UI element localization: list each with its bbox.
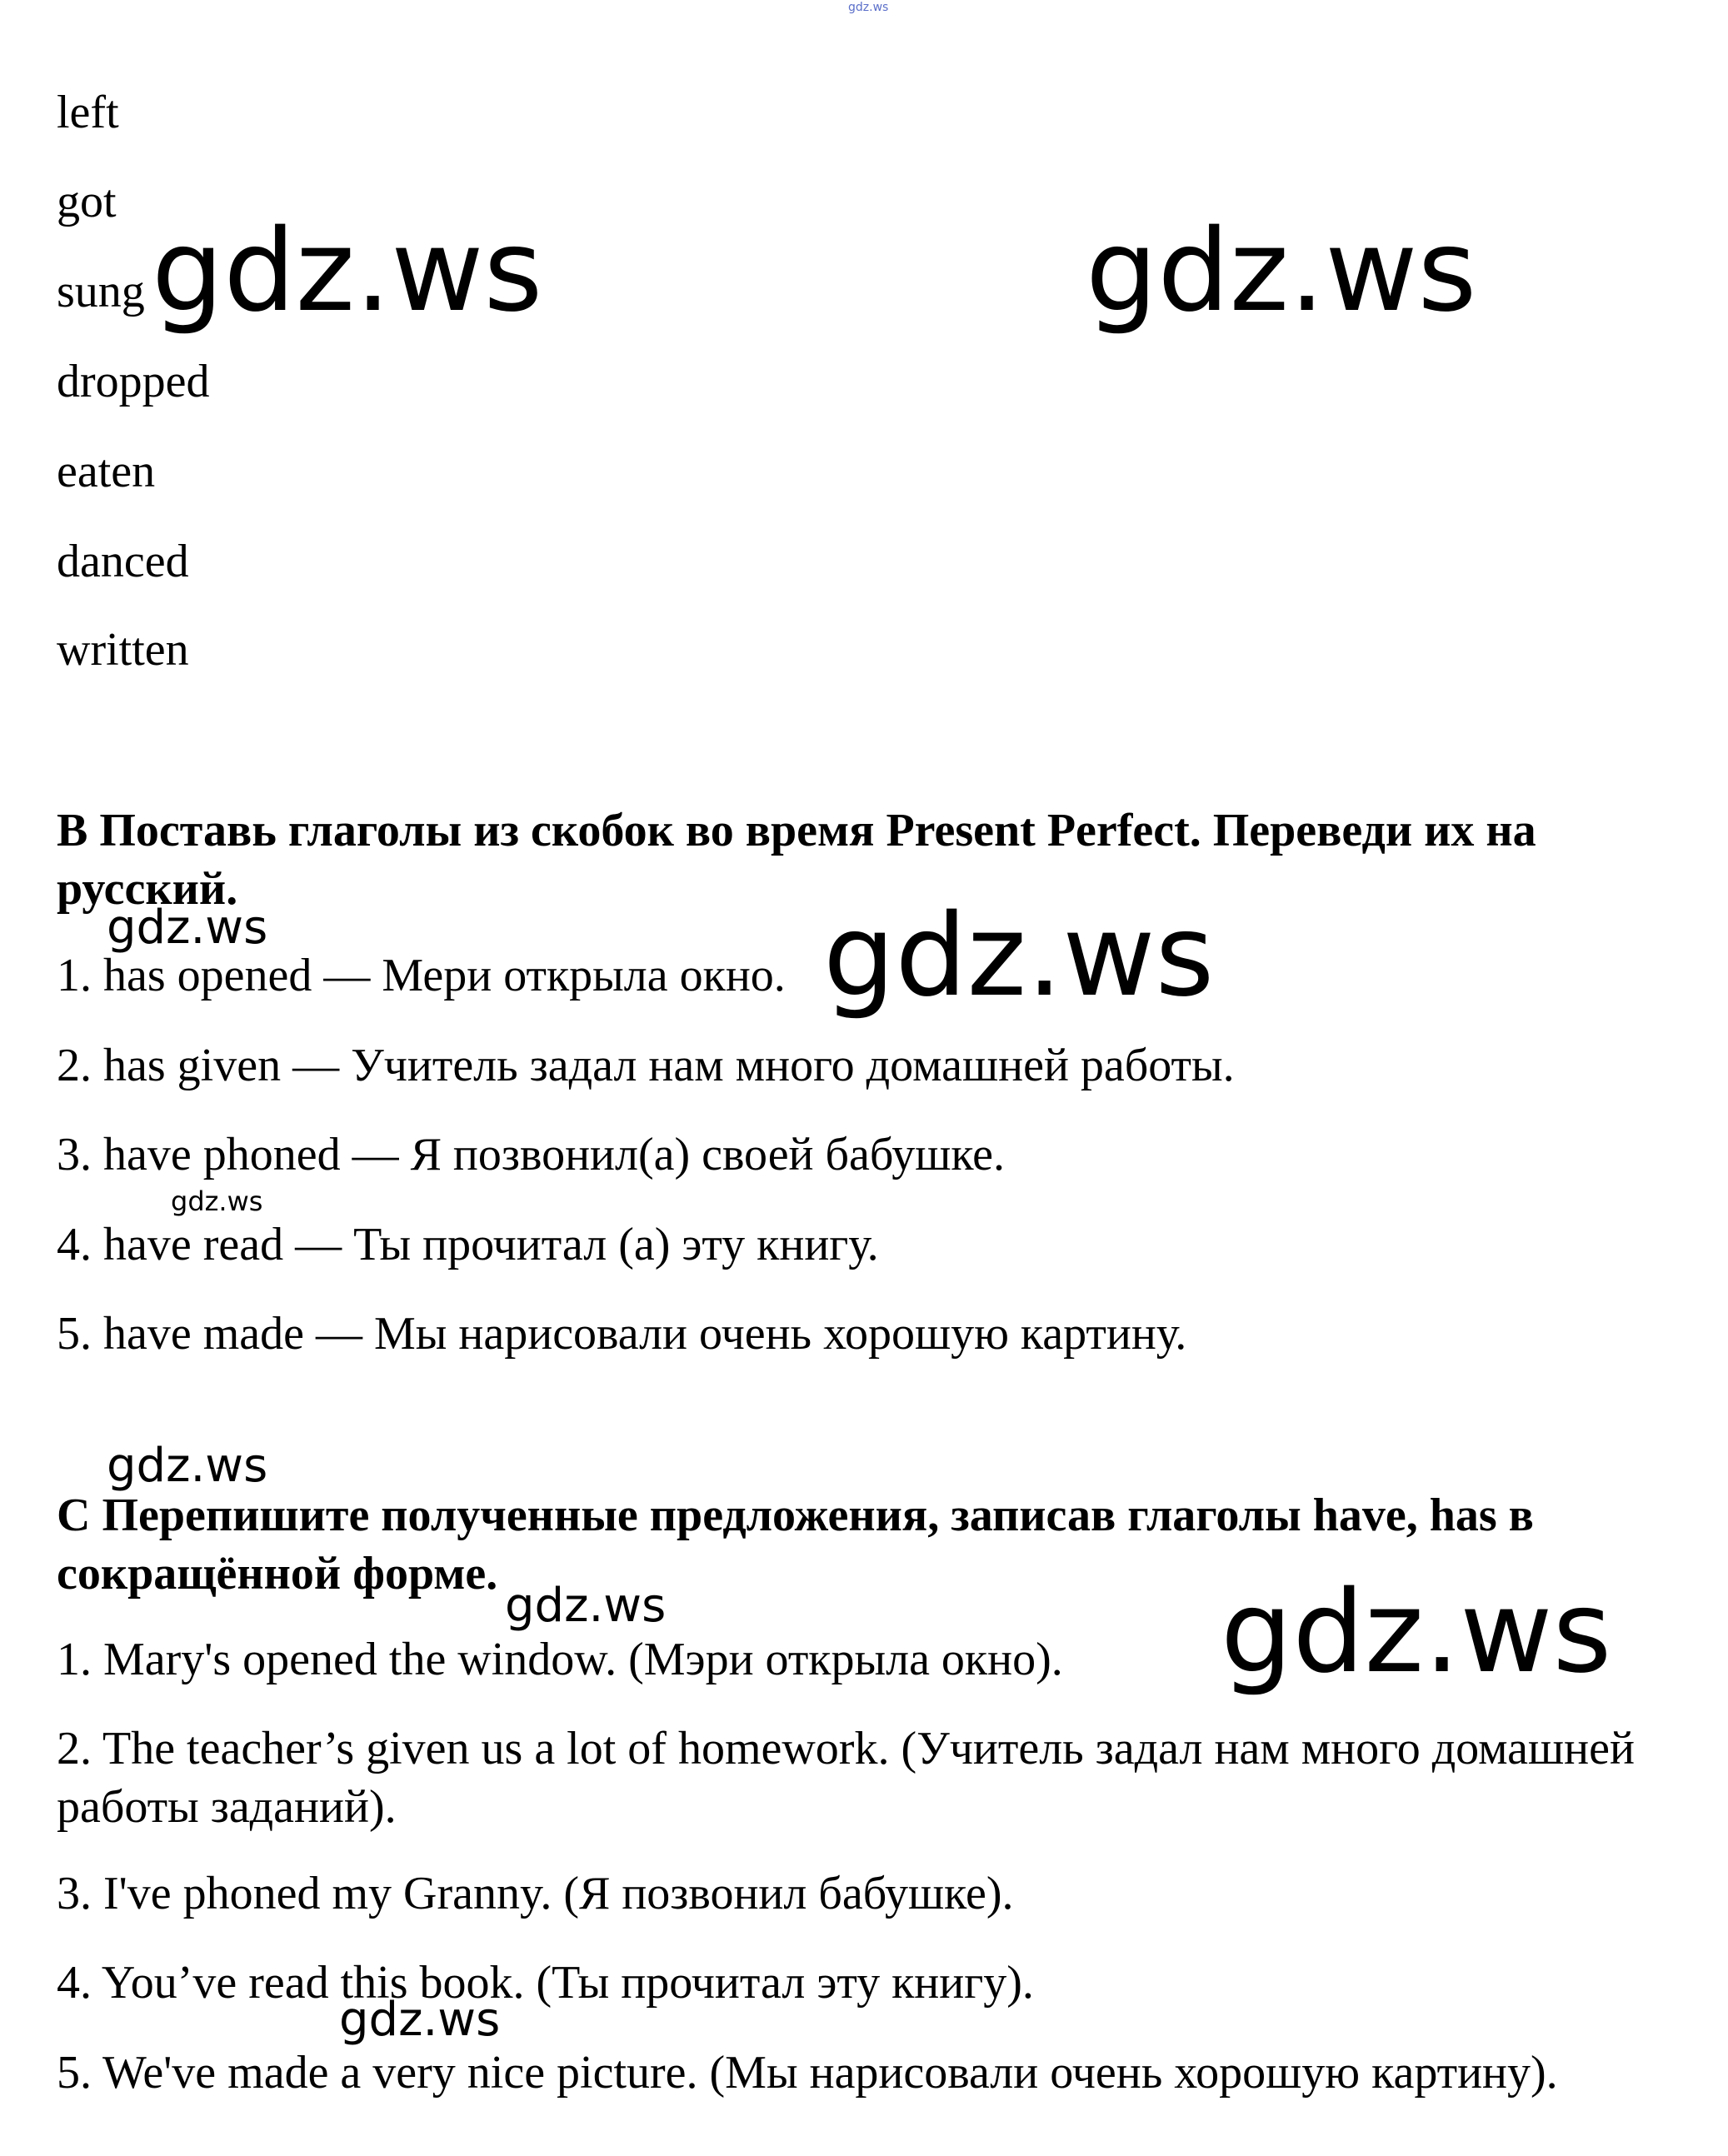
section-c-item: 2. The teacher’s given us a lot of homework. (Учитель задал нам много домашней работы заданий). bbox=[57, 1723, 1635, 1833]
section-c-item: 1. Mary's opened the window. (Мэри открыла окно). bbox=[57, 1634, 1063, 1685]
verb-item: danced bbox=[57, 536, 189, 587]
watermark: gdz.ws bbox=[505, 1579, 667, 1633]
verb-item: dropped bbox=[57, 356, 210, 407]
verb-item: left bbox=[57, 87, 119, 138]
watermark: gdz.ws bbox=[107, 901, 268, 955]
section-b-item: 2. has given — Учитель задал нам много домашней работы. bbox=[57, 1040, 1235, 1091]
watermark: gdz.ws bbox=[823, 891, 1215, 1022]
verb-item: written bbox=[57, 624, 189, 676]
section-b-item: 1. has opened — Мери открыла окно. bbox=[57, 950, 786, 1001]
watermark: gdz.ws bbox=[1086, 206, 1477, 337]
watermark: gdz.ws bbox=[848, 1, 889, 14]
section-b-item: 5. have made — Мы нарисовали очень хорошую картину. bbox=[57, 1308, 1187, 1360]
section-b-item: 4. have read — Ты прочитал (а) эту книгу. bbox=[57, 1219, 879, 1270]
watermark: gdz.ws bbox=[1221, 1567, 1612, 1699]
watermark: gdz.ws bbox=[339, 1993, 501, 2047]
section-c-item: 3. I've phoned my Granny. (Я позвонил бабушке). bbox=[57, 1868, 1014, 1919]
section-c-item: 4. You’ve read this book. (Ты прочитал эту книгу). bbox=[57, 1957, 1034, 2009]
verb-item: sung bbox=[57, 266, 145, 317]
verb-item: got bbox=[57, 176, 117, 227]
section-c-item: 5. We've made a very nice picture. (Мы нарисовали очень хорошую картину). bbox=[57, 2047, 1558, 2099]
watermark: gdz.ws bbox=[152, 206, 543, 337]
section-b-heading: B Поставь глаголы из скобок во время Present Perfect. Переведи их на русский. bbox=[57, 805, 1536, 915]
section-c-heading: C Перепишите полученные предложения, записав глаголы have, has в сокращённой форме. bbox=[57, 1490, 1534, 1600]
watermark: gdz.ws bbox=[107, 1439, 268, 1493]
verb-item: eaten bbox=[57, 446, 156, 497]
section-b-item: 3. have phoned — Я позвонил(а) своей бабушке. bbox=[57, 1129, 1006, 1180]
watermark: gdz.ws bbox=[171, 1185, 263, 1217]
